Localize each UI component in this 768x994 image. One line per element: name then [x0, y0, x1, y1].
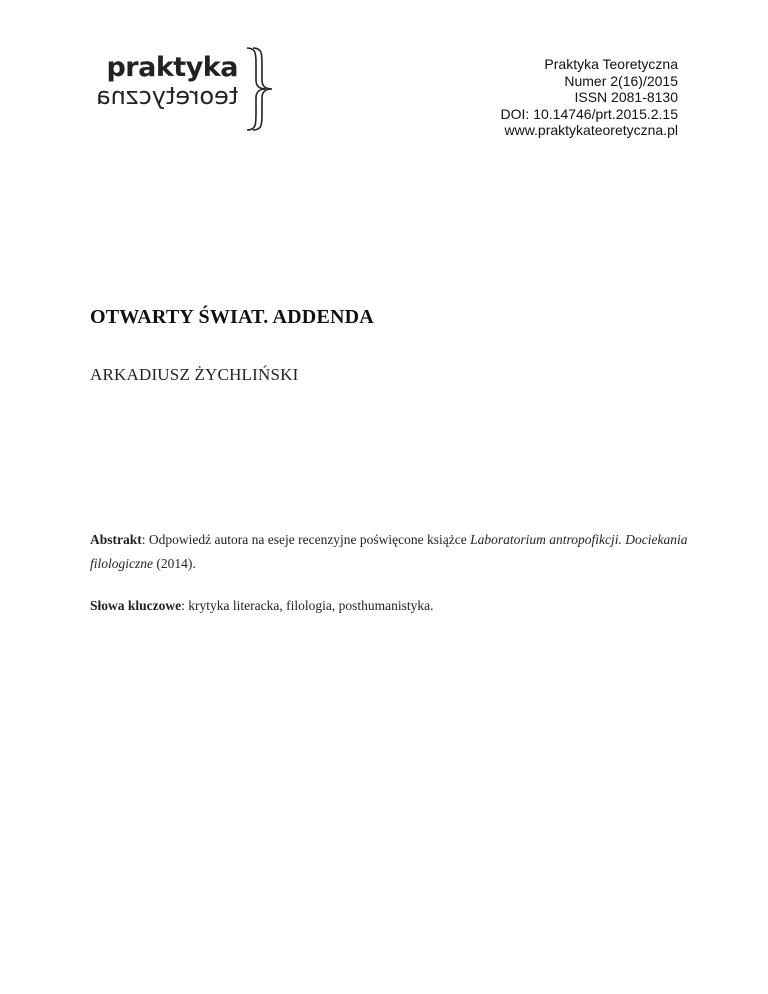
abstract — [90, 528, 690, 576]
journal-issue: Numer 2(16)/2015 — [564, 72, 678, 89]
keywords-separator: : — [181, 598, 189, 613]
abstract-label: Abstrakt — [90, 532, 142, 547]
journal-issn: ISSN 2081-8130 — [574, 89, 678, 105]
article-title: OTWARTY ŚWIAT. ADDENDA — [90, 306, 374, 328]
journal-name: Praktyka Teoretyczna — [544, 56, 678, 72]
journal-doi: DOI: 10.14746/prt.2015.2.15 — [500, 105, 678, 122]
keywords — [90, 594, 690, 618]
abstract-text-after: (2014). — [153, 556, 196, 571]
keywords-text: krytyka literacka, filologia, posthumanistyka. — [188, 598, 434, 613]
abstract-text-before: Odpowiedź autora na eseje recenzyjne poświęcone książce — [148, 532, 471, 547]
journal-metadata — [501, 56, 678, 139]
journal-url: www.praktykateoretyczna.pl — [504, 122, 678, 138]
journal-logo — [86, 44, 286, 134]
article-author: ARKADIUSZ ŻYCHLIŃSKI — [90, 365, 299, 384]
abstract-book-title: Laboratorium antropofikcji. Dociekania filologiczne — [90, 532, 688, 571]
brace-icon — [244, 46, 274, 132]
logo-top-text: praktyka — [106, 52, 238, 83]
logo-bottom-text: teoretyczna — [95, 82, 238, 110]
keywords-label: Słowa kluczowe — [90, 598, 182, 613]
abstract-separator: : — [141, 532, 149, 547]
